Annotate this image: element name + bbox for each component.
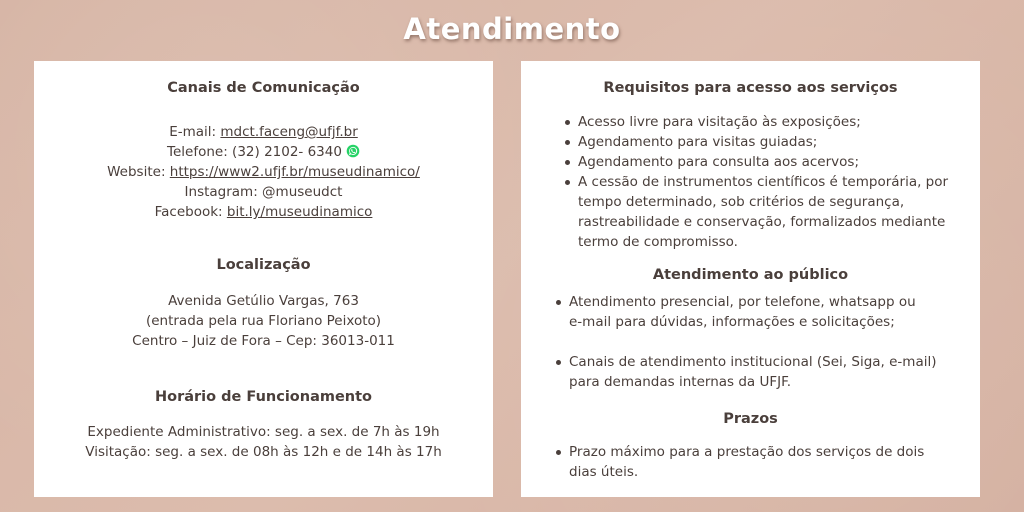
email-label: E-mail:: [169, 124, 221, 140]
email-row: [34, 122, 493, 142]
email-link[interactable]: mdct.faceng@ufjf.br: [220, 124, 358, 140]
requisitos-heading: Requisitos para acesso aos serviços: [603, 80, 898, 96]
canais-info: [34, 122, 493, 222]
localizacao-address: [34, 291, 493, 351]
website-row: [34, 162, 493, 182]
list-item: Agendamento para visitas guiadas;: [564, 132, 949, 152]
horario-line-1: Expediente Administrativo: seg. a sex. de 7h às 19h: [87, 424, 440, 440]
prazos-heading: Prazos: [723, 411, 778, 427]
canais-heading: Canais de Comunicação: [167, 80, 360, 96]
atendimento-heading: Atendimento ao público: [652, 267, 849, 283]
requisitos-list: [564, 112, 949, 252]
list-item: Agendamento para consulta aos acervos;: [564, 152, 949, 172]
list-item: Prazo máximo para a prestação dos serviços de dois dias úteis.: [555, 442, 955, 482]
horario-heading: Horário de Funcionamento: [154, 389, 373, 405]
localizacao-heading: Localização: [216, 257, 311, 273]
website-link[interactable]: https://www2.ufjf.br/museudinamico/: [169, 164, 420, 180]
atendimento-list: [555, 292, 925, 332]
address-line-3: Centro – Juiz de Fora – Cep: 36013-011: [132, 333, 395, 349]
page-title: Atendimento: [403, 12, 621, 46]
contact-card: [34, 61, 493, 497]
website-label: Website:: [107, 164, 170, 180]
address-line-2: (entrada pela rua Floriano Peixoto): [145, 313, 382, 329]
address-line-1: Avenida Getúlio Vargas, 763: [168, 293, 359, 309]
telefone-text: Telefone: (32) 2102- 6340: [167, 144, 342, 160]
facebook-link[interactable]: bit.ly/museudinamico: [226, 204, 373, 220]
horario-info: [34, 422, 493, 462]
prazos-list: [555, 442, 955, 482]
list-item: Acesso livre para visitação às exposições;: [564, 112, 949, 132]
list-item: Atendimento presencial, por telefone, whatsapp ou e-mail para dúvidas, informações e solicitações;: [555, 292, 925, 332]
horario-line-2: Visitação: seg. a sex. de 08h às 12h e de 14h às 17h: [85, 444, 442, 460]
list-item: Canais de atendimento institucional (Sei, Siga, e-mail) para demandas internas da UFJF.: [555, 352, 940, 392]
instagram-row: Instagram: @museudct: [184, 184, 343, 200]
telefone-row: [34, 142, 493, 162]
list-item: A cessão de instrumentos científicos é temporária, por tempo determinado, sob critérios de segurança, rastreabilidade e conservação, formalizados mediante termo de compromisso.: [564, 172, 949, 252]
facebook-label: Facebook:: [154, 204, 227, 220]
services-card: [521, 61, 980, 497]
whatsapp-icon[interactable]: [346, 144, 360, 158]
facebook-row: [34, 202, 493, 222]
atendimento-list-2: [555, 352, 940, 392]
